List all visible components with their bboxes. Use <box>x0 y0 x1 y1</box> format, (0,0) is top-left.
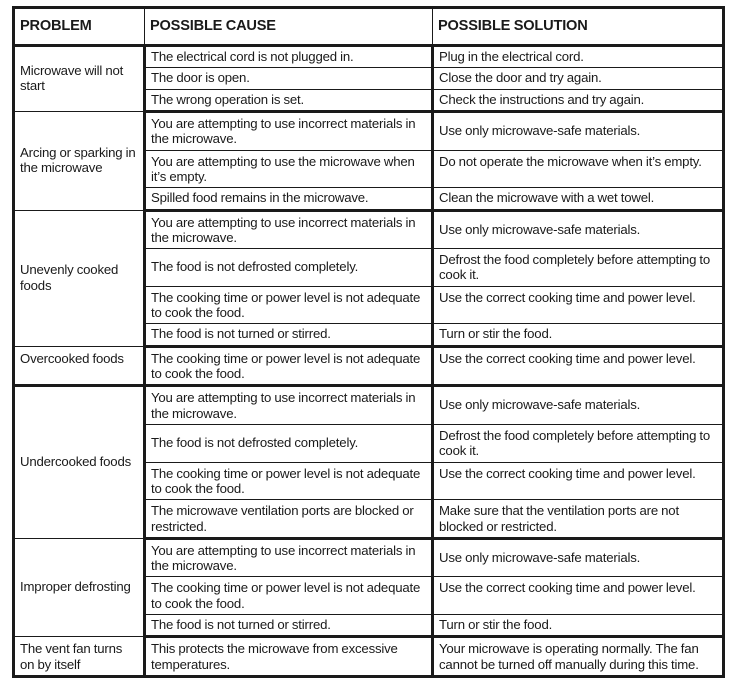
possible-cause-cell: You are attempting to use incorrect materials in the microwave. <box>145 111 433 150</box>
possible-cause-cell: The electrical cord is not plugged in. <box>145 46 433 68</box>
problem-label: Arcing or sparking in the microwave <box>14 111 145 210</box>
table-header <box>14 8 724 46</box>
possible-solution-cell: Use only microwave-safe materials. <box>433 111 724 150</box>
possible-solution-cell: Make sure that the ventilation ports are not blocked or restricted. <box>433 500 724 539</box>
table-row <box>14 386 724 425</box>
header-row <box>14 8 724 46</box>
possible-solution-cell: Turn or stir the food. <box>433 615 724 637</box>
possible-solution-cell: Use the correct cooking time and power level. <box>433 346 724 386</box>
problem-label: Unevenly cooked foods <box>14 210 145 346</box>
possible-solution-cell: Use only microwave-safe materials. <box>433 210 724 249</box>
possible-cause-cell: The cooking time or power level is not adequate to cook the food. <box>145 346 433 386</box>
possible-solution-cell: Use the correct cooking time and power level. <box>433 286 724 324</box>
possible-cause-cell: The door is open. <box>145 68 433 89</box>
possible-cause-cell: You are attempting to use incorrect materials in the microwave. <box>145 538 433 577</box>
possible-solution-cell: Defrost the food completely before attempting to cook it. <box>433 424 724 462</box>
problem-label: Undercooked foods <box>14 386 145 539</box>
problem-label: Overcooked foods <box>14 346 145 386</box>
column-header-problem: PROBLEM <box>14 8 145 46</box>
table-row <box>14 210 724 249</box>
possible-cause-cell: The cooking time or power level is not adequate to cook the food. <box>145 577 433 615</box>
possible-cause-cell: The food is not turned or stirred. <box>145 615 433 637</box>
possible-solution-cell: Clean the microwave with a wet towel. <box>433 188 724 210</box>
table-row <box>14 538 724 577</box>
problem-label: Improper defrosting <box>14 538 145 637</box>
possible-solution-cell: Use only microwave-safe materials. <box>433 538 724 577</box>
possible-cause-cell: The food is not defrosted completely. <box>145 249 433 287</box>
possible-cause-cell: The wrong operation is set. <box>145 89 433 111</box>
column-header-possible-solution: POSSIBLE SOLUTION <box>433 8 724 46</box>
possible-cause-cell: The food is not turned or stirred. <box>145 324 433 346</box>
possible-cause-cell: The microwave ventilation ports are blocked or restricted. <box>145 500 433 539</box>
possible-solution-cell: Check the instructions and try again. <box>433 89 724 111</box>
possible-solution-cell: Turn or stir the food. <box>433 324 724 346</box>
table-row <box>14 111 724 150</box>
column-header-possible-cause: POSSIBLE CAUSE <box>145 8 433 46</box>
possible-solution-cell: Close the door and try again. <box>433 68 724 89</box>
possible-cause-cell: This protects the microwave from excessive temperatures. <box>145 637 433 677</box>
possible-cause-cell: The cooking time or power level is not adequate to cook the food. <box>145 462 433 500</box>
possible-cause-cell: Spilled food remains in the microwave. <box>145 188 433 210</box>
possible-cause-cell: The cooking time or power level is not adequate to cook the food. <box>145 286 433 324</box>
table-body <box>14 46 724 677</box>
possible-solution-cell: Do not operate the microwave when it’s empty. <box>433 150 724 188</box>
possible-cause-cell: You are attempting to use incorrect materials in the microwave. <box>145 386 433 425</box>
table-row <box>14 637 724 677</box>
possible-solution-cell: Defrost the food completely before attempting to cook it. <box>433 249 724 287</box>
possible-solution-cell: Use the correct cooking time and power level. <box>433 462 724 500</box>
possible-solution-cell: Use the correct cooking time and power level. <box>433 577 724 615</box>
table-row <box>14 46 724 68</box>
possible-cause-cell: You are attempting to use the microwave when it’s empty. <box>145 150 433 188</box>
possible-solution-cell: Plug in the electrical cord. <box>433 46 724 68</box>
possible-cause-cell: The food is not defrosted completely. <box>145 424 433 462</box>
problem-label: The vent fan turns on by itself <box>14 637 145 677</box>
possible-cause-cell: You are attempting to use incorrect materials in the microwave. <box>145 210 433 249</box>
table-row <box>14 346 724 386</box>
possible-solution-cell: Your microwave is operating normally. The fan cannot be turned off manually during this time. <box>433 637 724 677</box>
troubleshooting-table <box>12 6 725 678</box>
possible-solution-cell: Use only microwave-safe materials. <box>433 386 724 425</box>
problem-label: Microwave will not start <box>14 46 145 112</box>
